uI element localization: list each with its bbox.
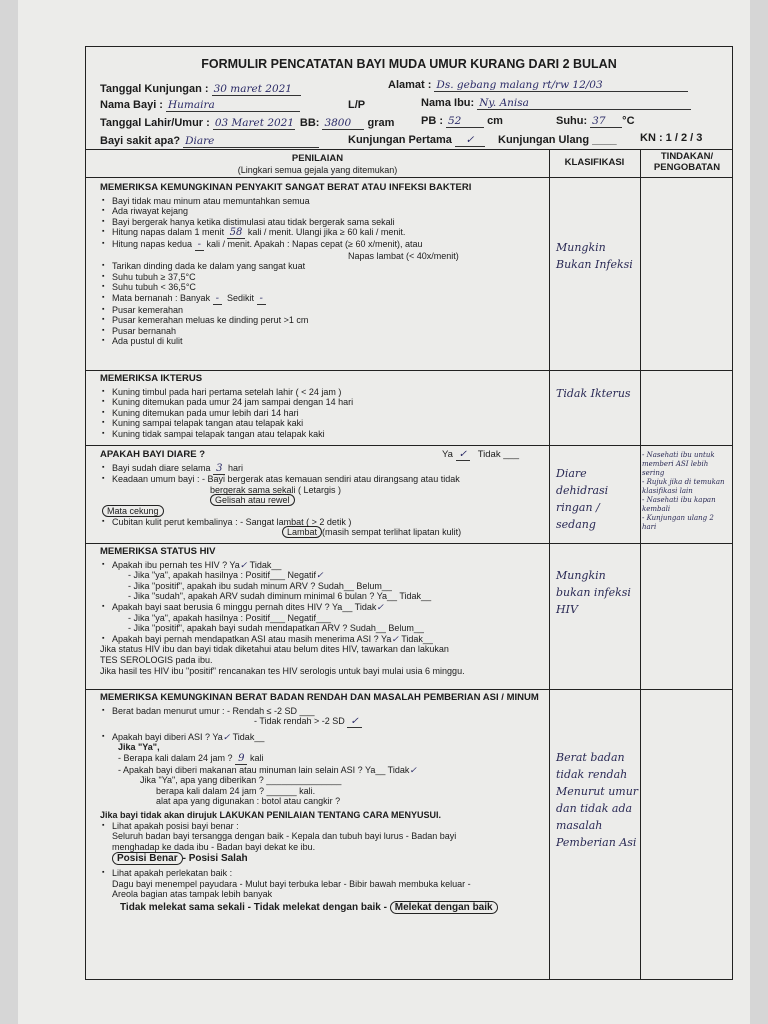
hiv-note: TES SEROLOGIS pada ibu.: [100, 654, 213, 665]
section-infeksi-bakteri: [100, 183, 548, 347]
posisi-desc: Seluruh badan bayi tersangga dengan baik - Kepala dan tubuh bayi lurus - Badan bayi: [112, 831, 457, 842]
field-kn: KN : 1 / 2 / 3: [640, 132, 703, 144]
column-divider-klasifikasi: [549, 149, 550, 979]
section-divider-2: [86, 445, 732, 446]
value-kunjungan-pertama: ✓: [455, 134, 485, 147]
klasifikasi-diare: Diare dehidrasi ringan / sedang: [556, 467, 609, 531]
field-tanggal-lahir: Tanggal Lahir/Umur : 03 Maret 2021 BB: 3800 gram: [100, 117, 395, 129]
keadaan-line2: bergerak sama sekali ( Letargis ): [210, 484, 342, 495]
list-item: ▪ Pusar kemerahan: [112, 305, 548, 316]
list-item: ▪ Kuning ditemukan pada umur lebih dari 14 hari: [112, 408, 548, 419]
value-alamat: Ds. gebang malang rt/rw 12/03: [434, 79, 688, 92]
hiv-bayi-arv: - Jika "positif", apakah bayi sudah mendapatkan ARV ? Sudah__ Belum__: [128, 623, 424, 634]
list-item: ▪ Ada pustul di kulit: [112, 336, 548, 347]
tindakan-item: - Kunjungan ulang 2 hari: [642, 514, 714, 531]
column-tindakan: TINDAKAN/ PENGOBATAN: [653, 151, 721, 173]
list-item-cubitan: ▪ Cubitan kulit perut kembalinya : - Sangat lambat ( > 2 detik ): [112, 517, 548, 528]
posisi-desc: menghadap ke dada ibu - Badan bayi dekat ke ibu.: [112, 841, 316, 852]
list-item: ▪ Ada riwayat kejang: [112, 206, 548, 217]
asi-apa-diberikan: Jika "Ya", apa yang diberikan ? _______________: [140, 775, 342, 786]
list-item-asi: ▪ Apakah bayi diberi ASI ? Ya✓ Tidak__: [112, 732, 548, 743]
jika-ya: Jika "Ya",: [118, 742, 160, 753]
list-item-napas-kedua: ▪ Hitung napas kedua - kali / menit. Apakah : Napas cepat (≥ 60 x/menit), atau: [112, 239, 548, 251]
hiv-ibu-arv-lama: - Jika "sudah", apakah ARV sudah diminum minimal 6 bulan ? Ya__ Tidak__: [128, 591, 432, 602]
hiv-note: Jika hasil tes HIV ibu "positif" rencanakan tes HIV serologis untuk bayi mulai usia 6 minggu.: [100, 665, 465, 676]
list-item-asi: ▪ Apakah bayi pernah mendapatkan ASI atau masih menerima ASI ? Ya✓ Tidak__: [112, 634, 548, 645]
list-item-posisi: ▪ Lihat apakah posisi bayi benar :: [112, 821, 548, 832]
list-item-perlekatan: ▪ Lihat apakah perlekatan baik :: [112, 868, 548, 879]
hiv-bayi-hasil: - Jika "ya", apakah hasilnya : Positif___ Negatif___: [128, 612, 332, 623]
field-suhu: Suhu: 37 °C: [556, 115, 635, 127]
field-alamat: Alamat : Ds. gebang malang rt/rw 12/03: [388, 79, 688, 92]
list-item: ▪ Kuning ditemukan pada umur 24 jam sampai dengan 14 hari: [112, 397, 548, 408]
asi-berapa-kali-2: berapa kali dalam 24 jam ? ______ kali.: [156, 785, 316, 796]
tindakan-item: - Nasehati ibu untuk memberi ASI lebih sering: [642, 451, 715, 477]
section-berat-badan-asi: [100, 693, 548, 913]
hiv-note: Jika status HIV ibu dan bayi tidak diketahui atau belum dites HIV, tawarkan dan lakukan: [100, 644, 449, 655]
perlekatan-desc: Dagu bayi menempel payudara - Mulut bayi terbuka lebar - Bibir bawah membuka keluar -: [112, 878, 471, 889]
column-penilaian: PENILAIAN: [291, 153, 344, 164]
list-item: ▪ Suhu tubuh ≥ 37,5°C: [112, 272, 548, 283]
klasifikasi-hiv: Mungkin bukan infeksi HIV: [556, 569, 631, 616]
section-title: MEMERIKSA STATUS HIV: [100, 546, 216, 557]
field-kunjungan-pertama: Kunjungan Pertama ✓: [348, 134, 485, 147]
value-suhu: 37: [590, 115, 622, 128]
list-item: ▪ Kuning tidak sampai telapak tangan atau telapak kaki: [112, 429, 548, 440]
field-pb: PB : 52 cm: [421, 115, 503, 127]
section-divider-3: [86, 543, 732, 544]
diare-answer: Ya ✓ Tidak ___: [442, 449, 520, 460]
posisi-options: Posisi Benar - Posisi Salah: [112, 854, 548, 865]
list-item-lama-diare: ▪ Bayi sudah diare selama 3 hari: [112, 463, 548, 475]
section-diare: [100, 450, 548, 538]
klasifikasi-infeksi: Mungkin Bukan Infeksi: [556, 241, 633, 271]
list-item: ▪ Bayi tidak mau minum atau memuntahkan semua: [112, 196, 548, 207]
section-title: APAKAH BAYI DIARE ? Ya ✓ Tidak ___: [100, 449, 520, 460]
klasifikasi-ikterus: Tidak Ikterus: [556, 387, 631, 400]
value-nama-bayi: Humaira: [166, 99, 300, 112]
section-hiv: [100, 547, 548, 676]
section-title: MEMERIKSA KEMUNGKINAN PENYAKIT SANGAT BERAT ATAU INFEKSI BAKTERI: [100, 182, 472, 193]
section-ikterus: [100, 374, 548, 440]
hiv-ibu-hasil: - Jika "ya", apakah hasilnya : Positif___ Negatif✓: [128, 570, 324, 581]
list-item-napas: ▪ Hitung napas dalam 1 menit 58 kali / menit. Ulangi jika ≥ 60 kali / menit.: [112, 227, 548, 239]
list-item-keadaan: ▪ Keadaan umum bayi : - Bayi bergerak atas kemauan sendiri atau dirangsang atau tidak: [112, 474, 548, 485]
perlekatan-options: Tidak melekat sama sekali - Tidak melekat dengan baik - Melekat dengan baik: [112, 903, 548, 914]
list-item-mata: ▪ Mata bernanah : Banyak - Sedikit -: [112, 293, 548, 305]
field-tanggal-kunjungan: Tanggal Kunjungan : 30 maret 2021: [100, 83, 301, 96]
napas-lambat-line: Napas lambat (< 40x/menit): [348, 250, 459, 261]
value-pb: 52: [446, 115, 484, 128]
list-item: ▪ Pusar kemerahan meluas ke dinding perut >1 cm: [112, 315, 548, 326]
list-item: ▪ Kuning timbul pada hari pertama setelah lahir ( < 24 jam ): [112, 387, 548, 398]
cubitan-lambat: Lambat (masih sempat terlihat lipatan kulit): [112, 527, 548, 538]
tindakan-item: - Nasehati ibu kapan kembali: [642, 496, 716, 513]
paper-sheet: [18, 0, 750, 1024]
section-title: MEMERIKSA IKTERUS: [100, 373, 203, 384]
section-title: MEMERIKSA KEMUNGKINAN BERAT BADAN RENDAH DAN MASALAH PEMBERIAN ASI / MINUM: [100, 692, 539, 703]
klasifikasi-berat-badan: Berat badan tidak rendah Menurut umur dan tidak ada masalah Pemberian Asi: [556, 751, 639, 849]
value-bb: 3800: [322, 117, 364, 130]
value-bayi-sakit: Diare: [183, 135, 319, 148]
section-divider-1: [86, 370, 732, 371]
field-bayi-sakit: Bayi sakit apa? Diare: [100, 135, 319, 148]
form-frame: [85, 46, 733, 980]
bb-tidak-rendah: - Tidak rendah > -2 SD ✓: [112, 716, 548, 728]
tindakan-diare: [642, 451, 730, 532]
tindakan-item: - Rujuk jika di temukan klasifikasi lain: [642, 478, 725, 495]
hiv-ibu-arv: - Jika "positif", apakah ibu sudah minum ARV ? Sudah__ Belum__: [128, 580, 392, 591]
field-nama-ibu: Nama Ibu: Ny. Anisa: [421, 97, 691, 110]
keadaan-mata-cekung: Mata cekung: [102, 506, 548, 517]
column-klasifikasi: KLASIFIKASI: [564, 157, 625, 168]
field-lp: L/P: [348, 99, 366, 111]
asi-alat: alat apa yang digunakan : botol atau cangkir ?: [156, 796, 341, 807]
value-nama-ibu: Ny. Anisa: [477, 97, 691, 110]
list-item-bb: ▪ Berat badan menurut umur : - Rendah ≤ -2 SD ___: [112, 706, 548, 717]
column-penilaian-note: (Lingkari semua gejala yang ditemukan): [237, 165, 398, 175]
value-tanggal-lahir: 03 Maret 2021: [214, 117, 295, 129]
list-item-hiv-ibu: ▪ Apakah ibu pernah tes HIV ? Ya✓ Tidak__: [112, 560, 548, 571]
asi-makanan-lain: - Apakah bayi diberi makanan atau minuman lain selain ASI ? Ya__ Tidak✓: [118, 764, 417, 775]
list-item: ▪ Bayi bergerak hanya ketika distimulasi atau tidak bergerak sama sekali: [112, 217, 548, 228]
field-nama-bayi: Nama Bayi : Humaira: [100, 99, 300, 112]
list-item: ▪ Suhu tubuh < 36,5°C: [112, 282, 548, 293]
asi-berapa-kali: - Berapa kali dalam 24 jam ? 9 kali: [118, 752, 264, 764]
column-divider-tindakan: [640, 149, 641, 979]
form-title: FORMULIR PENCATATAN BAYI MUDA UMUR KURANG DARI 2 BULAN: [201, 57, 617, 71]
value-tanggal-kunjungan: 30 maret 2021: [212, 83, 301, 96]
table-top-border: [86, 149, 732, 150]
field-kunjungan-ulang: Kunjungan Ulang ____: [498, 134, 617, 146]
penilaian-menyusui-note: Jika bayi tidak akan dirujuk LAKUKAN PENILAIAN TENTANG CARA MENYUSUI.: [100, 809, 442, 820]
list-item-hiv-bayi: ▪ Apakah bayi saat berusia 6 minggu pernah dites HIV ? Ya__ Tidak✓: [112, 602, 548, 613]
list-item: ▪ Pusar bernanah: [112, 326, 548, 337]
list-item: ▪ Tarikan dinding dada ke dalam yang sangat kuat: [112, 261, 548, 272]
section-divider-4: [86, 689, 732, 690]
header-row-border: [86, 177, 732, 178]
keadaan-gelisah: Gelisah atau rewel: [112, 495, 548, 506]
list-item: ▪ Kuning sampai telapak tangan atau telapak kaki: [112, 418, 548, 429]
perlekatan-desc: Areola bagian atas tampak lebih banyak: [112, 889, 273, 900]
